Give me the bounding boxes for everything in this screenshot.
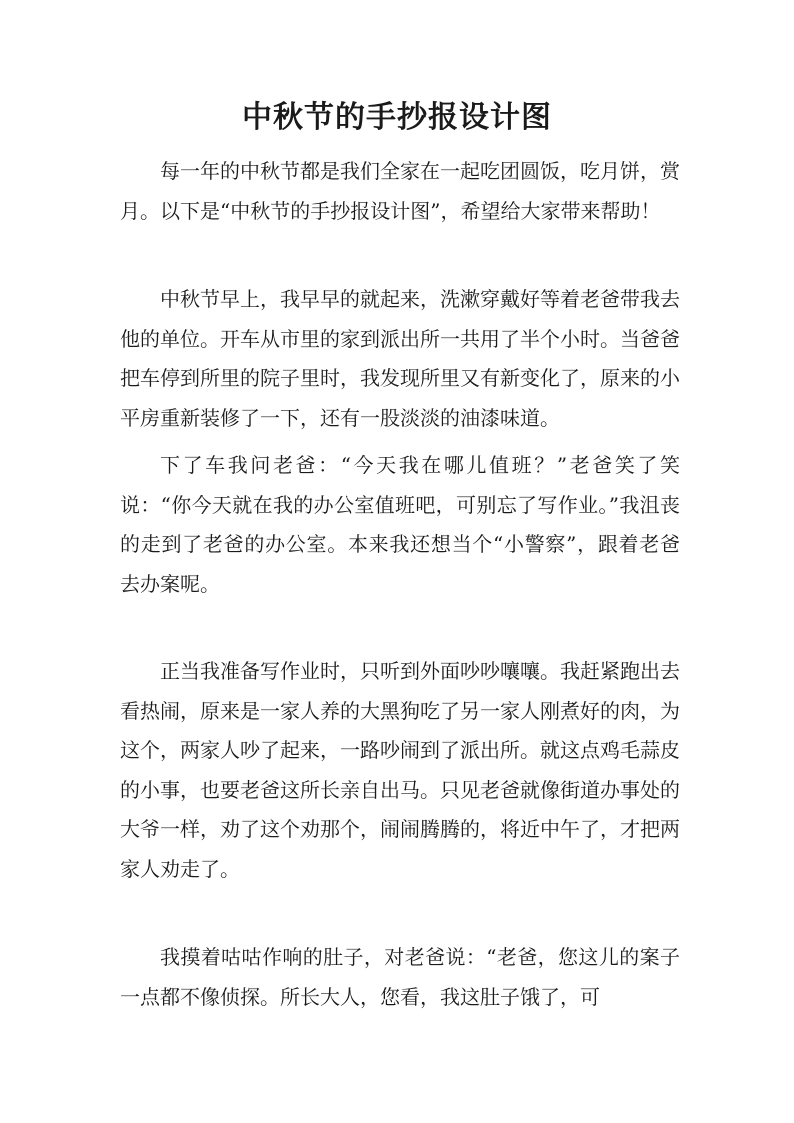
document-title: 中秋节的手抄报设计图 — [242, 100, 552, 135]
paragraph-intro: 每一年的中秋节都是我们全家在一起吃团圆饭，吃月饼，赏月。以下是“中秋节的手抄报设计图”，希望给大家带来帮助！ — [120, 159, 680, 223]
paragraph-hungry: 我摸着咕咕作响的肚子，对老爸说：“老爸，您这儿的案子一点都不像侦探。所长大人，您看，我这肚子饿了，可 — [120, 945, 680, 1009]
paragraph-office: 下了车我问老爸：“今天我在哪儿值班？”老爸笑了笑说：“你今天就在我的办公室值班吧，可别忘了写作业。”我沮丧的走到了老爸的办公室。本来我还想当个“小警察”，跟着老爸去办案呢。 — [120, 453, 680, 596]
paragraph-dispute: 正当我准备写作业时，只听到外面吵吵嚷嚷。我赶紧跑出去看热闹，原来是一家人养的大黑狗吃了另一家人刚煮好的肉，为这个，两家人吵了起来，一路吵闹到了派出所。就这点鸡毛蒜皮的小事，也要老爸这所长亲自出马。只见老爸就像街道办事处的大爷一样，劝了这个劝那个，闹闹腾腾的，将近中午了，才把两家人劝走了。 — [120, 659, 680, 881]
paragraph-morning: 中秋节早上，我早早的就起来，洗漱穿戴好等着老爸带我去他的单位。开车从市里的家到派出所一共用了半个小时。当爸爸把车停到所里的院子里时，我发现所里又有新变化了，原来的小平房重新装修了一下，还有一股淡淡的油漆味道。 — [120, 287, 680, 430]
